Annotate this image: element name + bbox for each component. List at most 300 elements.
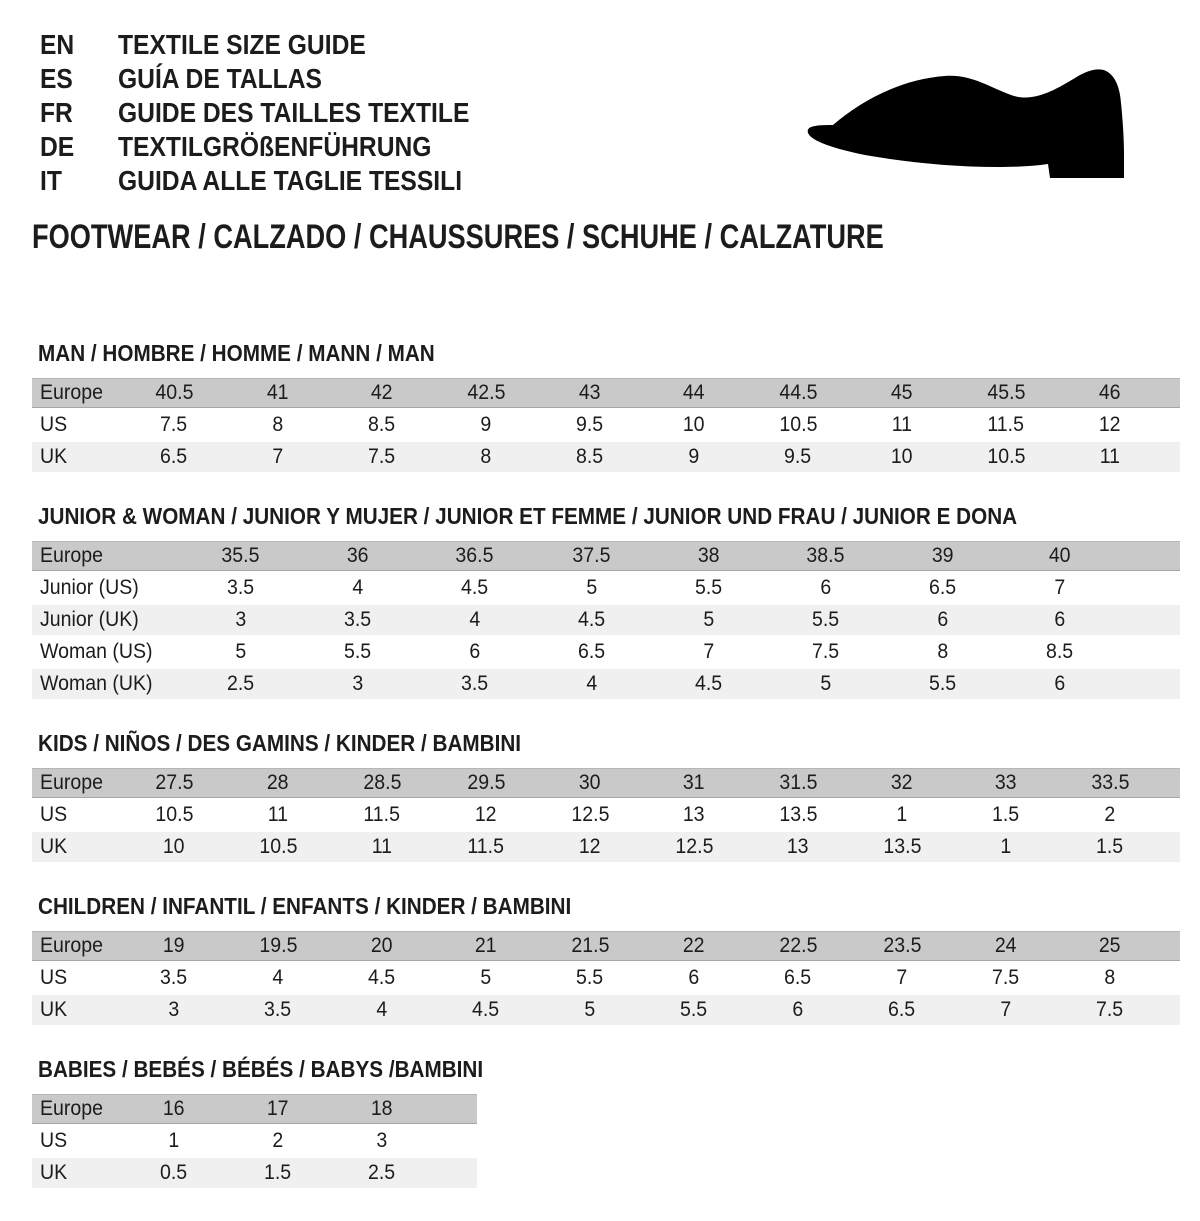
row-label-text: UK (40, 445, 68, 468)
size-value: 21.5 (570, 934, 610, 957)
size-cell (1058, 381, 1162, 405)
size-value: 30 (579, 771, 601, 794)
size-value: 8 (272, 413, 284, 436)
size-value: 5.5 (811, 608, 840, 631)
size-cell (538, 934, 642, 958)
table-row-us (32, 410, 1180, 440)
size-cell (850, 835, 954, 859)
size-value: 1 (1000, 835, 1012, 858)
size-cell (650, 640, 767, 664)
size-value: 3.5 (160, 966, 188, 989)
size-value: 4.5 (472, 998, 500, 1021)
language-code: DE (40, 131, 75, 162)
language-row (40, 62, 517, 96)
row-label (32, 1161, 122, 1185)
size-value: 11 (891, 413, 913, 436)
size-cell (850, 381, 954, 405)
size-value: 28.5 (362, 771, 402, 794)
size-value: 1.5 (992, 803, 1020, 826)
size-value: 3.5 (264, 998, 292, 1021)
size-cell (746, 413, 850, 437)
size-value: 11 (371, 835, 393, 858)
size-cell (122, 1129, 226, 1153)
size-cell (954, 835, 1058, 859)
size-value: 37.5 (572, 544, 611, 567)
size-value: 39 (931, 544, 954, 567)
size-cell (226, 413, 330, 437)
size-section-kids (32, 732, 1182, 862)
size-value: 9 (688, 445, 700, 468)
size-cell (1058, 445, 1162, 469)
size-value: 7.5 (1096, 998, 1124, 1021)
size-cell (954, 998, 1058, 1022)
size-value: 6 (792, 998, 804, 1021)
table-row-junior-uk- (32, 605, 1180, 635)
size-cell (746, 966, 850, 990)
size-value: 8.5 (576, 445, 604, 468)
size-section-babies (32, 1058, 1182, 1188)
size-cell (746, 803, 850, 827)
size-value: 8 (937, 640, 948, 663)
row-label-text: Europe (40, 934, 103, 957)
size-value: 11.5 (363, 803, 401, 826)
size-value: 5 (235, 640, 246, 663)
size-value: 0.5 (160, 1161, 188, 1184)
size-cell (434, 934, 538, 958)
row-label-text: Europe (40, 381, 103, 404)
size-value: 12 (475, 803, 497, 826)
size-cell (533, 608, 650, 632)
size-value: 45.5 (986, 381, 1026, 404)
size-value: 42.5 (466, 381, 506, 404)
size-cell (884, 672, 1001, 696)
size-cell (1001, 608, 1118, 632)
row-label (32, 934, 122, 958)
row-label (32, 1129, 122, 1153)
size-value: 5.5 (928, 672, 957, 695)
size-cell (434, 413, 538, 437)
row-label (32, 998, 122, 1022)
size-cell (122, 934, 226, 958)
size-cell (533, 640, 650, 664)
size-cell (330, 835, 434, 859)
size-value: 31 (683, 771, 705, 794)
table-row-woman-us- (32, 637, 1180, 667)
size-value: 3 (352, 672, 363, 695)
section-title-children (38, 895, 1182, 917)
size-value: 42 (371, 381, 393, 404)
size-value: 27.5 (154, 771, 194, 794)
size-cell (122, 1161, 226, 1185)
size-value: 11 (267, 803, 289, 826)
size-value: 3.5 (460, 672, 489, 695)
size-cell (650, 608, 767, 632)
size-cell (767, 640, 884, 664)
language-code: IT (40, 165, 62, 196)
section-title-babies (38, 1058, 1182, 1080)
size-value: 1 (896, 803, 908, 826)
size-cell (1058, 771, 1162, 795)
size-value: 7 (703, 640, 714, 663)
language-label: GUÍA DE TALLAS (118, 63, 322, 94)
size-section-man (32, 342, 1182, 472)
size-value: 3.5 (226, 576, 255, 599)
size-value: 9 (480, 413, 492, 436)
size-value: 6 (937, 608, 948, 631)
size-value: 23.5 (882, 934, 922, 957)
size-value: 31.5 (778, 771, 818, 794)
size-value: 5.5 (680, 998, 708, 1021)
size-cell (226, 934, 330, 958)
size-cell (226, 998, 330, 1022)
row-label (32, 966, 122, 990)
size-cell (122, 1097, 226, 1121)
table-row-junior-us- (32, 573, 1180, 603)
table-row-uk (32, 442, 1180, 472)
size-cell (226, 966, 330, 990)
row-label-text: US (40, 413, 68, 436)
size-value: 33 (995, 771, 1017, 794)
size-value: 2.5 (226, 672, 255, 695)
size-value: 10.5 (258, 835, 298, 858)
size-cell (416, 640, 533, 664)
size-cell (1001, 544, 1118, 568)
size-value: 13.5 (882, 835, 922, 858)
size-value: 5 (586, 576, 597, 599)
row-label (32, 544, 182, 568)
size-value: 1.5 (264, 1161, 292, 1184)
size-value: 4.5 (368, 966, 396, 989)
size-value: 2.5 (368, 1161, 396, 1184)
size-cell (1058, 803, 1162, 827)
size-cell (122, 998, 226, 1022)
size-value: 5 (820, 672, 831, 695)
size-cell (642, 998, 746, 1022)
size-cell (182, 544, 299, 568)
size-cell (954, 803, 1058, 827)
language-row (40, 28, 517, 62)
size-cell (1058, 934, 1162, 958)
size-cell (850, 413, 954, 437)
size-value: 3 (376, 1129, 388, 1152)
size-value: 10.5 (986, 445, 1026, 468)
size-value: 8 (1104, 966, 1116, 989)
size-cell (182, 576, 299, 600)
table-row-woman-uk- (32, 669, 1180, 699)
size-cell (434, 835, 538, 859)
size-cell (533, 544, 650, 568)
size-cell (642, 381, 746, 405)
size-table-junior-woman (32, 541, 1180, 699)
size-cell (650, 672, 767, 696)
size-cell (538, 445, 642, 469)
size-value: 36 (346, 544, 369, 567)
size-cell (746, 445, 850, 469)
size-cell (538, 998, 642, 1022)
size-cell (330, 413, 434, 437)
size-value: 7.5 (992, 966, 1020, 989)
shoe-icon (803, 64, 1143, 196)
size-value: 44.5 (778, 381, 818, 404)
size-cell (850, 771, 954, 795)
table-row-uk (32, 995, 1180, 1025)
size-value: 13 (787, 835, 809, 858)
size-value: 6 (1054, 608, 1065, 631)
size-value: 5.5 (694, 576, 723, 599)
size-cell (122, 413, 226, 437)
size-value: 1 (168, 1129, 180, 1152)
size-cell (299, 640, 416, 664)
size-value: 8.5 (368, 413, 396, 436)
size-table-babies (32, 1094, 477, 1188)
row-label-text: Europe (40, 771, 103, 794)
size-value: 38 (697, 544, 720, 567)
size-cell (226, 835, 330, 859)
size-value: 43 (579, 381, 601, 404)
row-label (32, 835, 122, 859)
size-value: 7.5 (368, 445, 396, 468)
language-label: TEXTILGRÖßENFÜHRUNG (118, 131, 432, 162)
section-title-text: CHILDREN / INFANTIL / ENFANTS / KINDER / BAMBINI (38, 893, 572, 919)
size-cell (642, 835, 746, 859)
size-cell (850, 445, 954, 469)
size-value: 7 (896, 966, 908, 989)
size-value: 11 (1099, 445, 1121, 468)
size-cell (226, 1097, 330, 1121)
size-cell (850, 998, 954, 1022)
size-cell (182, 640, 299, 664)
size-cell (884, 544, 1001, 568)
size-value: 3 (168, 998, 180, 1021)
size-cell (416, 576, 533, 600)
size-cell (954, 771, 1058, 795)
size-value: 33.5 (1090, 771, 1130, 794)
size-cell (330, 1161, 434, 1185)
size-cell (884, 608, 1001, 632)
size-cell (1001, 672, 1118, 696)
size-value: 5 (703, 608, 714, 631)
size-value: 10 (683, 413, 705, 436)
size-value: 13.5 (778, 803, 818, 826)
size-cell (434, 803, 538, 827)
language-code: EN (40, 29, 75, 60)
row-label (32, 672, 182, 696)
row-label-text: UK (40, 835, 68, 858)
size-cell (299, 672, 416, 696)
table-row-europe (32, 931, 1180, 961)
size-value: 7.5 (811, 640, 840, 663)
size-cell (299, 608, 416, 632)
language-label: GUIDE DES TAILLES TEXTILE (118, 97, 470, 128)
size-value: 12 (1099, 413, 1121, 436)
size-cell (299, 544, 416, 568)
size-cell (954, 381, 1058, 405)
size-value: 6.5 (888, 998, 916, 1021)
size-cell (299, 576, 416, 600)
size-value: 7.5 (160, 413, 188, 436)
size-table-man (32, 378, 1180, 472)
size-value: 12.5 (674, 835, 714, 858)
size-cell (850, 803, 954, 827)
size-value: 6.5 (577, 640, 606, 663)
size-value: 6.5 (160, 445, 188, 468)
size-cell (642, 803, 746, 827)
size-cell (226, 1161, 330, 1185)
size-value: 10.5 (778, 413, 818, 436)
size-cell (538, 413, 642, 437)
size-value: 5.5 (343, 640, 372, 663)
row-label (32, 803, 122, 827)
row-label-text: US (40, 803, 68, 826)
size-cell (226, 1129, 330, 1153)
size-value: 4.5 (694, 672, 723, 695)
size-value: 24 (995, 934, 1017, 957)
size-value: 11.5 (987, 413, 1025, 436)
size-cell (954, 413, 1058, 437)
size-value: 4.5 (577, 608, 606, 631)
size-value: 46 (1099, 381, 1121, 404)
row-label-text: US (40, 1129, 68, 1152)
size-cell (226, 803, 330, 827)
language-row (40, 96, 517, 130)
size-value: 29.5 (466, 771, 506, 794)
table-row-europe (32, 378, 1180, 408)
size-value: 41 (267, 381, 289, 404)
size-cell (884, 640, 1001, 664)
size-cell (434, 998, 538, 1022)
row-label-text: Woman (UK) (40, 672, 153, 695)
size-cell (1058, 835, 1162, 859)
size-cell (434, 381, 538, 405)
size-value: 28 (267, 771, 289, 794)
language-code: ES (40, 63, 73, 94)
size-cell (330, 803, 434, 827)
size-cell (226, 445, 330, 469)
size-value: 16 (163, 1097, 185, 1120)
size-cell (434, 771, 538, 795)
size-value: 3.5 (343, 608, 372, 631)
size-table-children (32, 931, 1180, 1025)
size-value: 18 (371, 1097, 393, 1120)
size-cell (330, 1097, 434, 1121)
size-cell (767, 608, 884, 632)
size-value: 2 (272, 1129, 284, 1152)
size-value: 10.5 (154, 803, 194, 826)
size-cell (1058, 413, 1162, 437)
size-cell (330, 445, 434, 469)
size-cell (642, 771, 746, 795)
size-cell (954, 966, 1058, 990)
size-cell (746, 934, 850, 958)
size-value: 9.5 (784, 445, 812, 468)
size-value: 6 (1054, 672, 1065, 695)
size-value: 5 (480, 966, 492, 989)
size-cell (330, 381, 434, 405)
size-value: 40 (1048, 544, 1071, 567)
size-value: 45 (891, 381, 913, 404)
size-cell (122, 445, 226, 469)
language-list (40, 28, 517, 198)
size-cell (434, 966, 538, 990)
size-value: 6 (820, 576, 831, 599)
size-value: 6 (469, 640, 480, 663)
language-code: FR (40, 97, 73, 128)
row-label-text: UK (40, 998, 68, 1021)
size-cell (538, 771, 642, 795)
size-value: 4 (376, 998, 388, 1021)
size-value: 7 (1000, 998, 1012, 1021)
section-title-text: MAN / HOMBRE / HOMME / MANN / MAN (38, 340, 435, 366)
size-cell (1058, 966, 1162, 990)
table-row-us (32, 1126, 477, 1156)
table-row-uk (32, 1158, 477, 1188)
table-row-europe (32, 1094, 477, 1124)
section-title-text: JUNIOR & WOMAN / JUNIOR Y MUJER / JUNIOR ET FEMME / JUNIOR UND FRAU / JUNIOR E DONA (38, 503, 1018, 529)
size-cell (182, 608, 299, 632)
size-value: 12 (579, 835, 601, 858)
size-value: 4 (352, 576, 363, 599)
size-value: 22 (683, 934, 705, 957)
size-section-children (32, 895, 1182, 1025)
size-value: 7 (272, 445, 284, 468)
size-value: 9.5 (576, 413, 604, 436)
size-value: 38.5 (806, 544, 845, 567)
size-cell (746, 998, 850, 1022)
size-value: 8.5 (1045, 640, 1074, 663)
size-value: 4 (469, 608, 480, 631)
size-cell (533, 576, 650, 600)
size-table-kids (32, 768, 1180, 862)
size-cell (182, 672, 299, 696)
size-cell (642, 934, 746, 958)
row-label (32, 640, 182, 664)
size-cell (416, 544, 533, 568)
size-cell (884, 576, 1001, 600)
size-value: 35.5 (221, 544, 260, 567)
size-cell (642, 445, 746, 469)
size-value: 11.5 (467, 835, 505, 858)
size-cell (850, 934, 954, 958)
row-label (32, 413, 122, 437)
size-cell (122, 835, 226, 859)
size-value: 5 (584, 998, 596, 1021)
size-cell (538, 803, 642, 827)
section-title-text: BABIES / BEBÉS / BÉBÉS / BABYS /BAMBINI (38, 1056, 484, 1082)
row-label-text: Junior (UK) (40, 608, 139, 631)
language-row (40, 130, 517, 164)
size-cell (416, 608, 533, 632)
language-label: GUIDA ALLE TAGLIE TESSILI (118, 165, 463, 196)
size-value: 13 (683, 803, 705, 826)
size-value: 3 (235, 608, 246, 631)
size-cell (746, 771, 850, 795)
size-cell (122, 966, 226, 990)
size-value: 17 (267, 1097, 289, 1120)
size-value: 22.5 (778, 934, 818, 957)
size-cell (538, 381, 642, 405)
language-row (40, 164, 517, 198)
size-value: 2 (1104, 803, 1116, 826)
language-label: TEXTILE SIZE GUIDE (118, 29, 366, 60)
row-label (32, 381, 122, 405)
section-title-junior-woman (38, 505, 1182, 527)
size-value: 6.5 (928, 576, 957, 599)
size-value: 21 (475, 934, 497, 957)
row-label-text: US (40, 966, 68, 989)
size-value: 20 (371, 934, 393, 957)
category-heading (32, 218, 1097, 257)
size-value: 5.5 (576, 966, 604, 989)
